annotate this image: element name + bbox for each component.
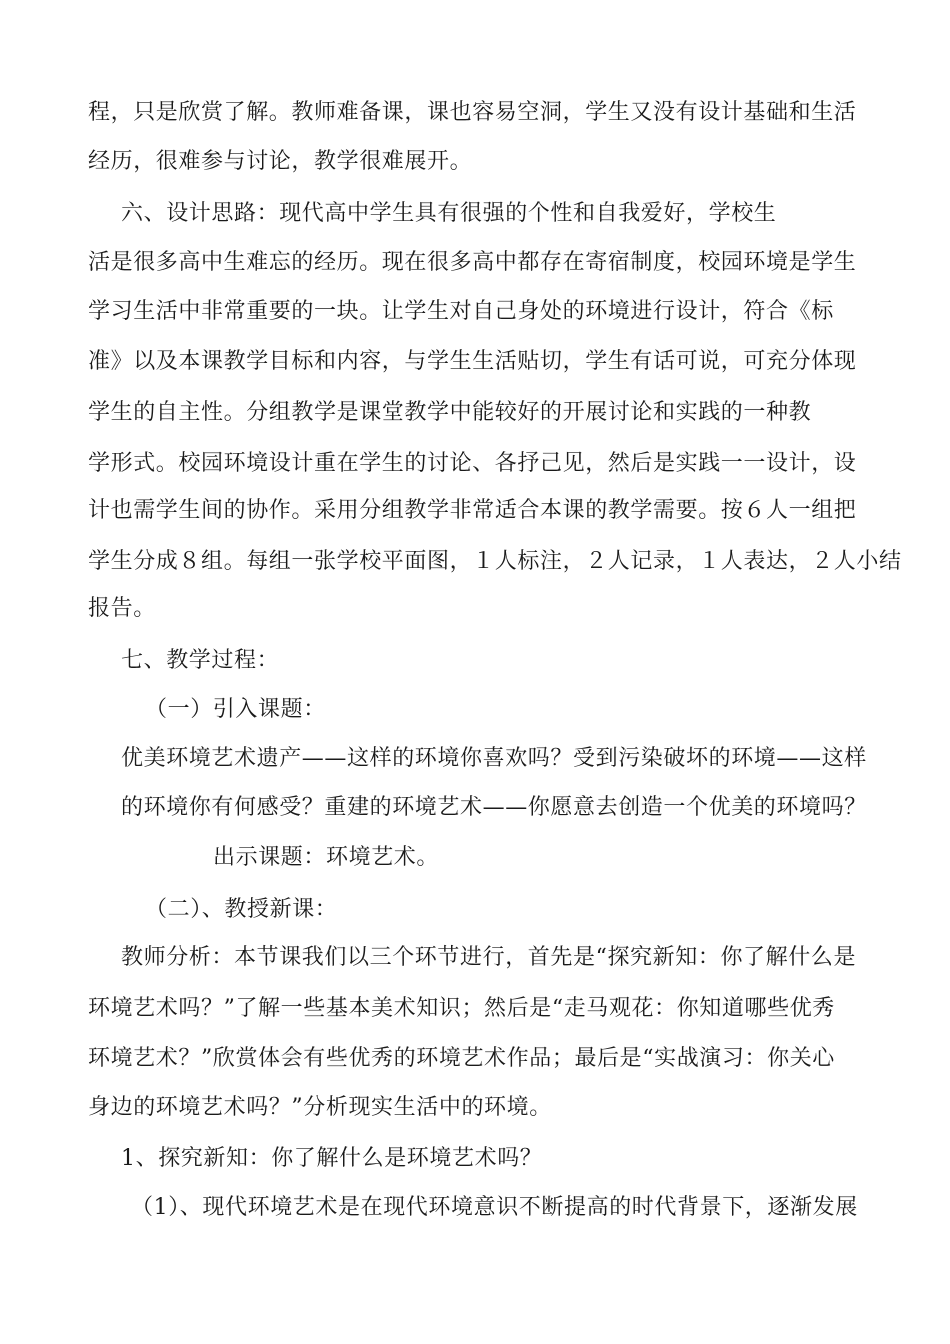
paragraph-line: 程，只是欣赏了解。教师难备课，课也容易空洞，学生又没有设计基础和生活 xyxy=(88,100,857,125)
paragraph-line: 环境艺术吗？”了解一些基本美术知识；然后是“走马观花：你知道哪些优秀 xyxy=(88,996,835,1021)
paragraph-line: （1）、现代环境艺术是在现代环境意识不断提高的时代背景下，逐渐发展 xyxy=(131,1195,858,1220)
paragraph-line: 经历，很难参与讨论，教学很难展开。 xyxy=(88,149,473,174)
paragraph-line: 优美环境艺术遗产——这样的环境你喜欢吗？受到污染破坏的环境——这样 xyxy=(121,746,867,771)
paragraph-line: 学生分成８组。每组一张学校平面图，１人标注，２人记录，１人表达，２人小结 xyxy=(88,549,902,574)
paragraph-line: 准》以及本课教学目标和内容，与学生生活贴切，学生有话可说，可充分体现 xyxy=(88,349,857,374)
paragraph-line: 计也需学生间的协作。采用分组教学非常适合本课的教学需要。按６人一组把 xyxy=(88,498,857,523)
numbered-heading: 1、探究新知：你了解什么是环境艺术吗？ xyxy=(121,1146,543,1171)
paragraph-line: 教师分析：本节课我们以三个环节进行，首先是“探究新知：你了解什么是 xyxy=(121,945,857,970)
subsection-heading: （二）、教授新课： xyxy=(145,897,338,922)
paragraph-line: 的环境你有何感受？重建的环境艺术——你愿意去创造一个优美的环境吗？ xyxy=(121,795,867,820)
section-heading: 七、教学过程： xyxy=(121,648,280,673)
paragraph-line: 报告。 xyxy=(88,596,156,621)
paragraph-line: 身边的环境艺术吗？”分析现实生活中的环境。 xyxy=(88,1095,552,1120)
paragraph-line: 出示课题：环境艺术。 xyxy=(213,845,440,870)
paragraph-line: 学习生活中非常重要的一块。让学生对自己身处的环境进行设计，符合《标 xyxy=(88,299,834,324)
paragraph-line: 学生的自主性。分组教学是课堂教学中能较好的开展讨论和实践的一种教 xyxy=(88,400,812,425)
paragraph-line: 环境艺术？”欣赏体会有些优秀的环境艺术作品；最后是“实战演习：你关心 xyxy=(88,1046,835,1071)
section-heading-line: 六、设计思路：现代高中学生具有很强的个性和自我爱好，学校生 xyxy=(121,201,777,226)
paragraph-line: 活是很多高中生难忘的经历。现在很多高中都存在寄宿制度，校园环境是学生 xyxy=(88,250,857,275)
paragraph-line: 学形式。校园环境设计重在学生的讨论、各抒己见，然后是实践一一设计，设 xyxy=(88,451,857,476)
subsection-heading: （一）引入课题： xyxy=(145,697,326,722)
